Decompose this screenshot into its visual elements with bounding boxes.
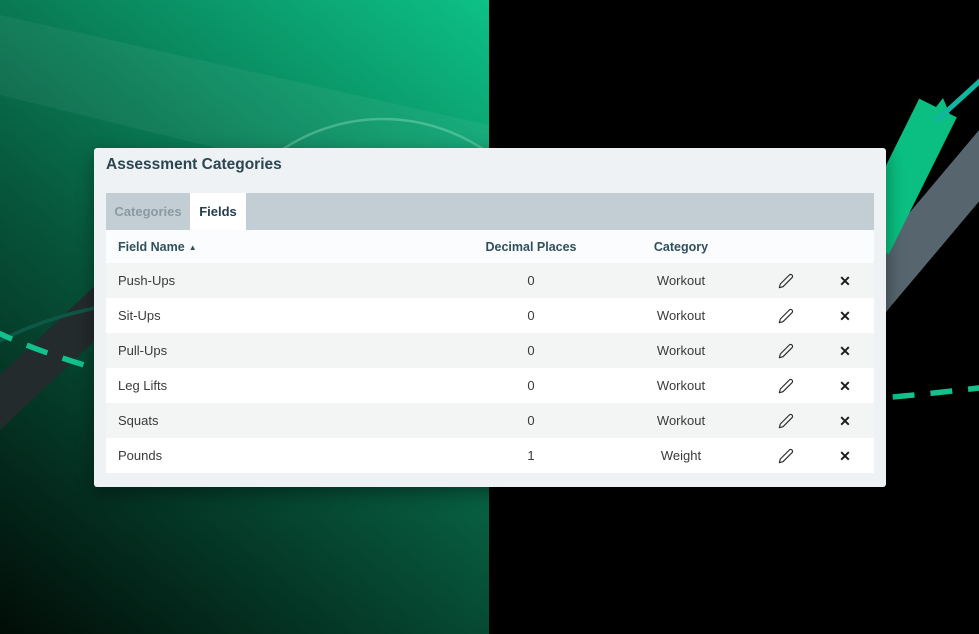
edit-row-button[interactable] bbox=[774, 409, 798, 433]
delete-row-button[interactable] bbox=[833, 339, 857, 363]
table-row bbox=[106, 403, 874, 438]
thin-teal-line bbox=[936, 70, 979, 121]
pencil-icon bbox=[778, 378, 794, 394]
close-icon: ✕ bbox=[839, 272, 851, 289]
close-icon: ✕ bbox=[839, 342, 851, 359]
table-body bbox=[106, 263, 874, 473]
close-icon: ✕ bbox=[839, 307, 851, 324]
cell-category: Weight bbox=[660, 448, 702, 463]
pencil-icon bbox=[778, 343, 794, 359]
edit-row-button[interactable] bbox=[774, 269, 798, 293]
sort-asc-icon: ▲ bbox=[188, 242, 197, 252]
column-header-category[interactable]: Category bbox=[653, 239, 709, 254]
assessment-categories-modal bbox=[94, 148, 886, 487]
cell-category: Workout bbox=[656, 378, 706, 393]
column-header-decimal-places[interactable]: Decimal Places bbox=[485, 239, 577, 254]
edit-row-button[interactable] bbox=[774, 304, 798, 328]
delete-row-button[interactable] bbox=[833, 304, 857, 328]
table-row bbox=[106, 438, 874, 473]
delete-row-button[interactable] bbox=[833, 374, 857, 398]
cell-field-name: Push-Ups bbox=[118, 273, 176, 288]
close-icon: ✕ bbox=[839, 377, 851, 394]
cell-decimal-places: 1 bbox=[527, 448, 535, 463]
cell-category: Workout bbox=[656, 343, 706, 358]
table-row bbox=[106, 263, 874, 298]
table-row bbox=[106, 333, 874, 368]
close-icon: ✕ bbox=[839, 447, 851, 464]
cell-field-name: Squats bbox=[118, 413, 159, 428]
edit-row-button[interactable] bbox=[774, 374, 798, 398]
tab-fields[interactable]: Fields bbox=[190, 193, 246, 230]
cell-decimal-places: 0 bbox=[527, 378, 535, 393]
tab-categories[interactable]: Categories bbox=[114, 204, 182, 219]
cell-decimal-places: 0 bbox=[527, 413, 535, 428]
tab-strip bbox=[106, 193, 874, 230]
cell-category: Workout bbox=[656, 308, 706, 323]
pencil-icon bbox=[778, 413, 794, 429]
table-row bbox=[106, 298, 874, 333]
cell-field-name: Pounds bbox=[118, 448, 163, 463]
delete-row-button[interactable] bbox=[833, 269, 857, 293]
cell-field-name: Sit-Ups bbox=[118, 308, 161, 323]
column-header-field-name[interactable] bbox=[106, 240, 456, 254]
cell-field-name: Leg Lifts bbox=[118, 378, 168, 393]
close-icon: ✕ bbox=[839, 412, 851, 429]
delete-row-button[interactable] bbox=[833, 409, 857, 433]
column-header-field-name-label: Field Name bbox=[118, 239, 185, 254]
pencil-icon bbox=[778, 273, 794, 289]
cell-category: Workout bbox=[656, 413, 706, 428]
pencil-icon bbox=[778, 308, 794, 324]
cell-decimal-places: 0 bbox=[527, 273, 535, 288]
cell-category: Workout bbox=[656, 273, 706, 288]
pencil-icon bbox=[778, 448, 794, 464]
table-row bbox=[106, 368, 874, 403]
table-header-row bbox=[106, 230, 874, 263]
edit-row-button[interactable] bbox=[774, 339, 798, 363]
edit-row-button[interactable] bbox=[774, 444, 798, 468]
page-title: Assessment Categories bbox=[106, 156, 282, 173]
delete-row-button[interactable] bbox=[833, 444, 857, 468]
cell-decimal-places: 0 bbox=[527, 308, 535, 323]
cell-decimal-places: 0 bbox=[527, 343, 535, 358]
fields-table bbox=[106, 230, 874, 473]
cell-field-name: Pull-Ups bbox=[118, 343, 168, 358]
